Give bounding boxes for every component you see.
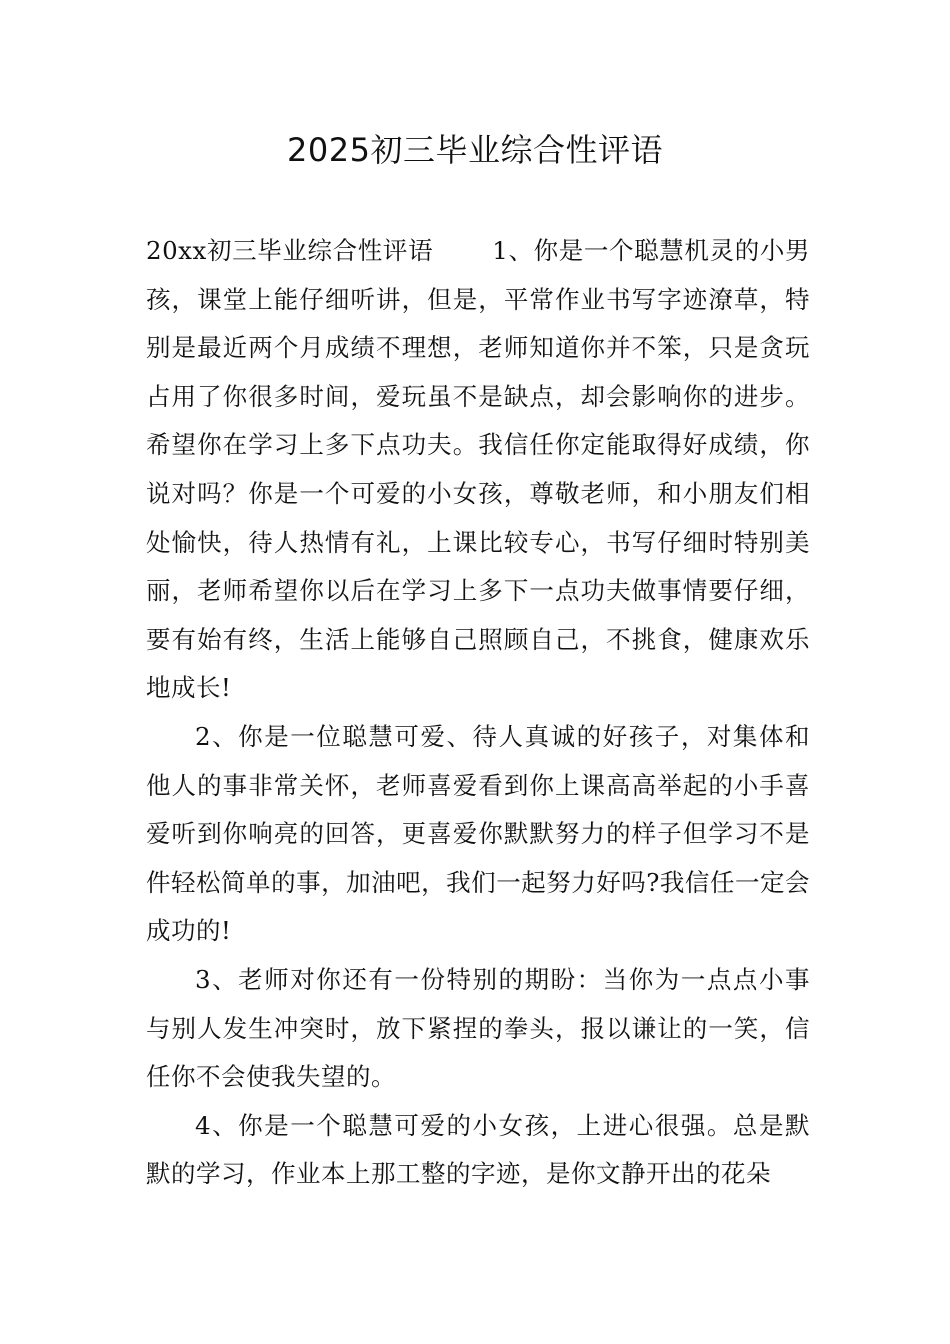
- paragraph-1-gap: [433, 236, 492, 265]
- paragraph-1-lead: 20xx初三毕业综合性评语: [146, 236, 434, 265]
- document-title: 2025初三毕业综合性评语: [287, 131, 663, 169]
- paragraph-3: 3、老师对你还有一份特别的期盼：当你为一点点小事与别人发生冲突时，放下紧捏的拳头，报以谦让的一笑，信任你不会使我失望的。: [146, 964, 810, 1092]
- paragraph-2: 2、你是一位聪慧可爱、待人真诚的好孩子，对集体和他人的事非常关怀，老师喜爱看到你上课高高举起的小手喜爱听到你响亮的回答，更喜爱你默默努力的样子但学习不是件轻松简单的事，加油吧，我们一起努力好吗?我信任一定会成功的!: [146, 721, 810, 946]
- document-body: [146, 227, 810, 1199]
- paragraph-1-text: 1、你是一个聪慧机灵的小男孩，课堂上能仔细听讲，但是，平常作业书写字迹潦草，特别是最近两个月成绩不理想，老师知道你并不笨，只是贪玩占用了你很多时间，爱玩虽不是缺点，却会影响你的进步。希望你在学习上多下点功夫。我信任你定能取得好成绩，你说对吗？你是一个可爱的小女孩，尊敬老师，和小朋友们相处愉快，待人热情有礼，上课比较专心，书写仔细时特别美丽，老师希望你以后在学习上多下一点功夫做事情要仔细，要有始有终，生活上能够自己照顾自己，不挑食，健康欢乐地成长!: [146, 236, 810, 703]
- paragraph-4: 4、你是一个聪慧可爱的小女孩，上进心很强。总是默默的学习，作业本上那工整的字迹，是你文静开出的花朵: [146, 1110, 810, 1189]
- paragraph-1: [146, 227, 810, 713]
